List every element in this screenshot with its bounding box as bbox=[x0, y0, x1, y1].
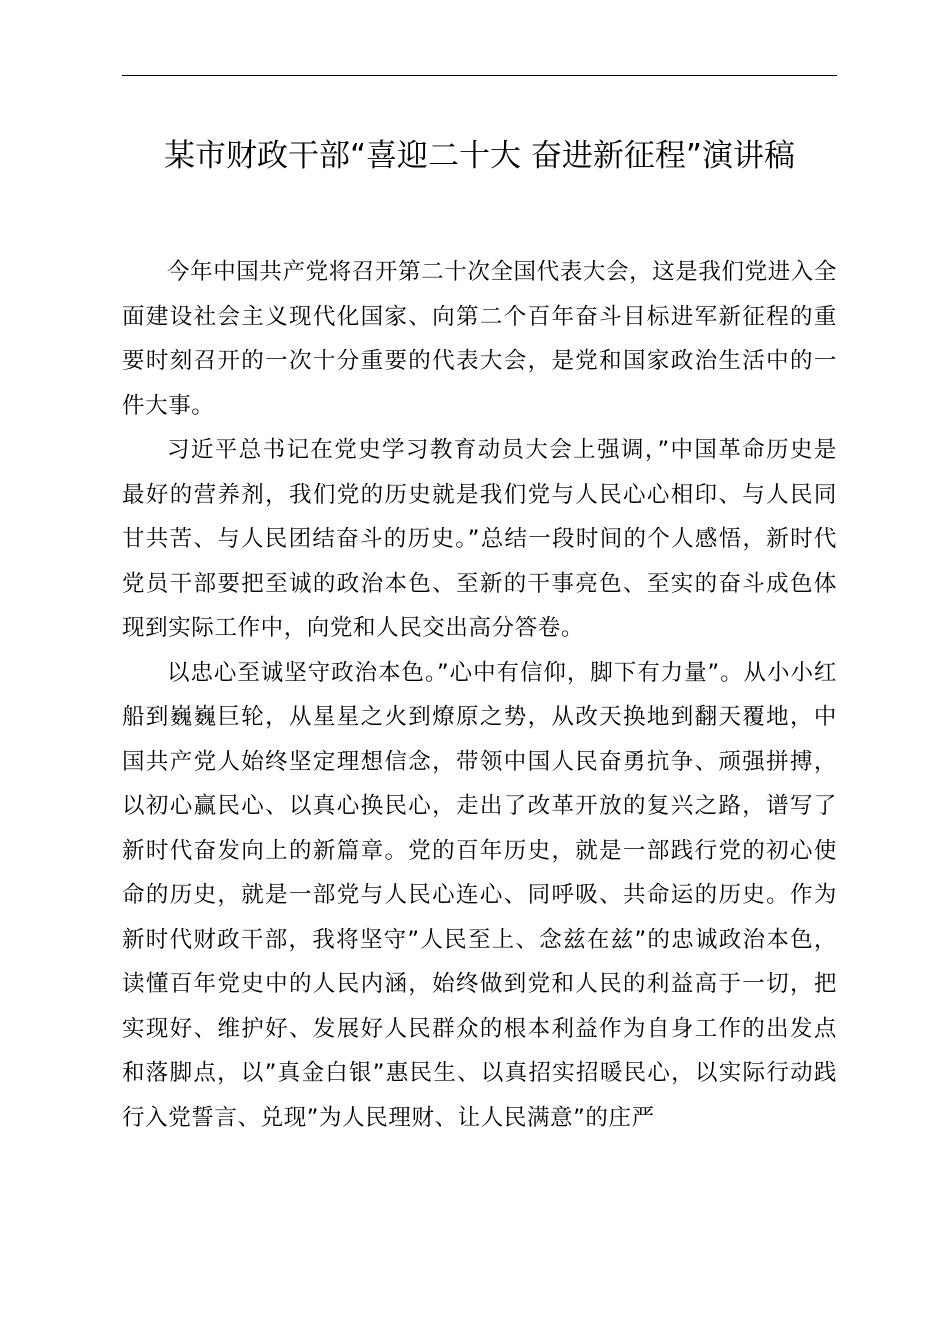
paragraph-2: 习近平总书记在党史学习教育动员大会上强调，”中国革命历史是最好的营养剂，我们党的历史就是我们党与人民心心相印、与人民同甘共苦、与人民团结奋斗的历史。”总结一段时间的个人感悟，新时代党员干部要把至诚的政治本色、至新的干事亮色、至实的奋斗成色体现到实际工作中，向党和人民交出高分答卷。 bbox=[122, 437, 837, 641]
header-rule bbox=[122, 75, 837, 76]
document-body bbox=[122, 250, 837, 1140]
paragraph-3: 以忠心至诚坚守政治本色。”心中有信仰，脚下有力量”。从小小红船到巍巍巨轮，从星星之火到燎原之势，从改天换地到翻天覆地，中国共产党人始终坚定理想信念，带领中国人民奋勇抗争、顽强拼搏，以初心赢民心、以真心换民心，走出了改革开放的复兴之路，谱写了新时代奋发向上的新篇章。党的百年历史，就是一部践行党的初心使命的历史，就是一部党与人民心连心、同呼吸、共命运的历史。作为新时代财政干部，我将坚守”人民至上、念兹在兹”的忠诚政治本色，读懂百年党史中的人民内涵，始终做到党和人民的利益高于一切，把实现好、维护好、发展好人民群众的根本利益作为自身工作的出发点和落脚点，以”真金白银”惠民生、以真招实招暖民心，以实际行动践行入党誓言、兑现”为人民理财、让人民满意”的庄严 bbox=[122, 659, 837, 1131]
document-title: 某市财政干部“喜迎二十大 奋进新征程”演讲稿 bbox=[164, 138, 795, 174]
paragraph-1: 今年中国共产党将召开第二十次全国代表大会，这是我们党进入全面建设社会主义现代化国家、向第二个百年奋斗目标进军新征程的重要时刻召开的一次十分重要的代表大会，是党和国家政治生活中的一件大事。 bbox=[122, 259, 837, 419]
